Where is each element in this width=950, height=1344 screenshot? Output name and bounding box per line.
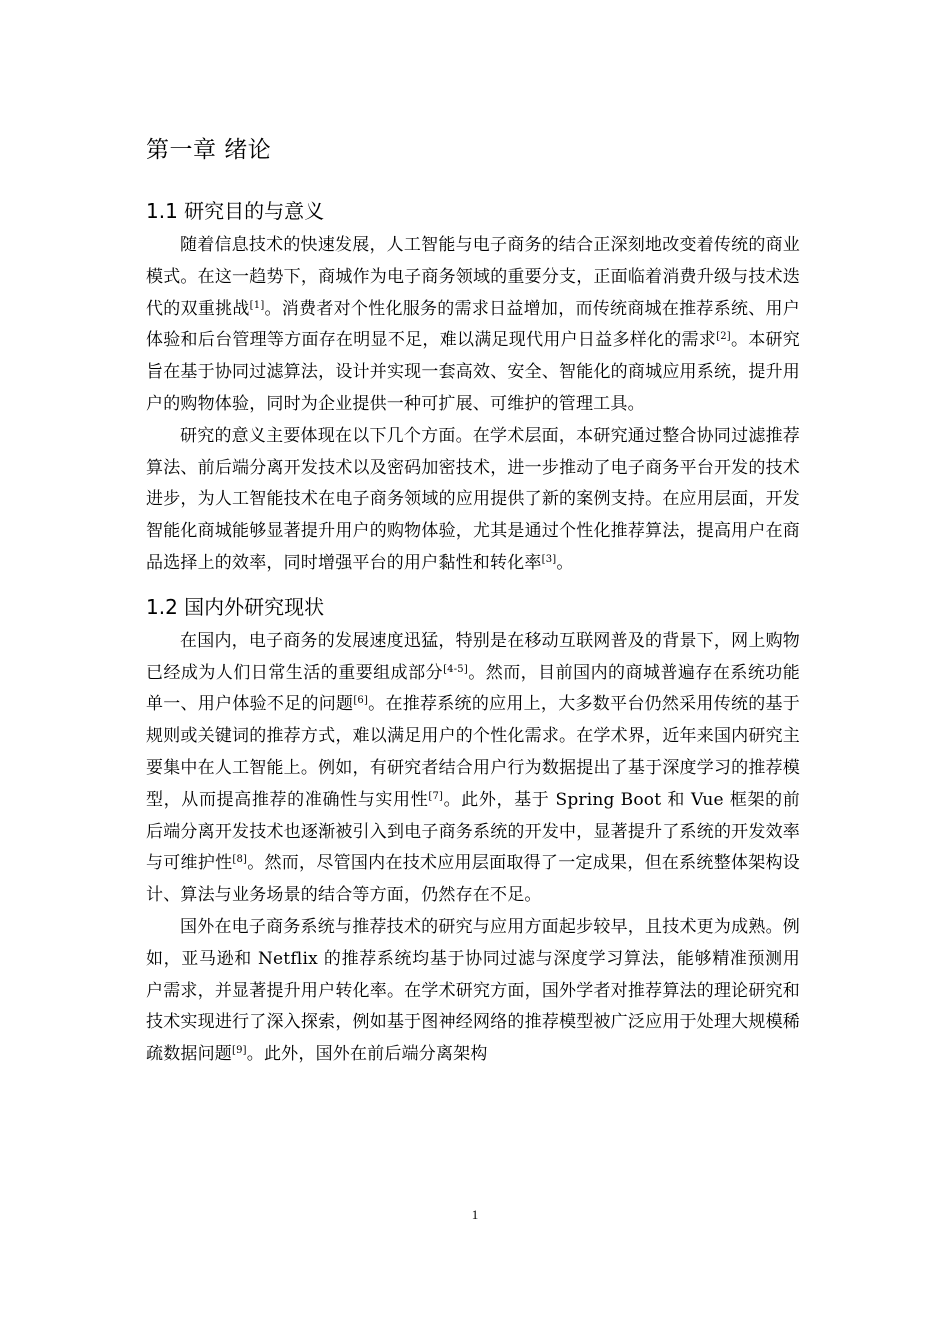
citation-ref: [2] [716, 331, 731, 343]
paragraph-purpose [146, 230, 800, 421]
text-run: 。 [556, 552, 574, 573]
paragraph-foreign-research [146, 912, 800, 1071]
page-number: 1 [471, 1207, 479, 1222]
text-run: 。然而，目前国内的商城普遍存在系统功能单一、用户体验不足的问题 [146, 662, 800, 715]
text-run: 在国内，电子商务的发展速度迅猛，特别是在移动互联网普及的背景下，网上购物已经成为人们日常生活的重要组成部分 [146, 630, 800, 683]
section-heading-1-2: 1.2 国内外研究现状 [146, 594, 325, 619]
citation-ref: [8] [232, 854, 248, 866]
section-heading-1-1: 1.1 研究目的与意义 [146, 199, 325, 223]
text-run: 。在推荐系统的应用上，大多数平台仍然采用传统的基于规则或关键词的推荐方式，难以满足用户的个性化需求。在学术界，近年来国内研究主要集中在人工智能上。例如，有研究者结合用户行为数据提出了基于深度学习的推荐模型，从而提高推荐的准确性与实用性 [146, 694, 801, 810]
text-run: 随着信息技术的快速发展，人工智能与电子商务的结合正深刻地改变着传统的商业模式。在这一趋势下，商城作为电子商务领域的重要分支，正面临着消费升级与技术迭代的双重挑战 [146, 235, 800, 319]
page-content [146, 128, 800, 1071]
paragraph-domestic-research [146, 626, 800, 912]
text-run: 。消费者对个性化服务的需求日益增加，而传统商城在推荐系统、用户体验和后台管理等方面存在明显不足，难以满足现代用户日益多样化的需求 [146, 298, 801, 351]
text-run: 研究的意义主要体现在以下几个方面。在学术层面，本研究通过整合协同过滤推荐算法、前后端分离开发技术以及密码加密技术，进一步推动了电子商务平台开发的技术进步，为人工智能技术在电子商务领域的应用提供了新的案例支持。在应用层面，开发智能化商城能够显著提升用户的购物体验，尤其是通过个性化推荐算法，提高用户在商品选择上的效率，同时增强平台的用户黏性和转化率 [146, 425, 800, 573]
paragraph-significance [146, 421, 800, 580]
citation-ref: [4-5] [443, 663, 468, 675]
citation-ref: [9] [232, 1045, 247, 1057]
text-run: 。然而，尽管国内在技术应用层面取得了一定成果，但在系统整体架构设计、算法与业务场景的结合等方面，仍然存在不足。 [146, 853, 801, 906]
text-run: 。本研究旨在基于协同过滤算法，设计并实现一套高效、安全、智能化的商城应用系统，提升用户的购物体验，同时为企业提供一种可扩展、可维护的管理工具。 [146, 330, 800, 414]
text-run: 国外在电子商务系统与推荐技术的研究与应用方面起步较早，且技术更为成熟。例如，亚马逊和 Netflix 的推荐系统均基于协同过滤与深度学习算法，能够精准预测用户需求，并显著提升用户转化率。在学术研究方面，国外学者对推荐算法的理论研究和技术实现进行了深入探索，例如基于图神经网络的推荐模型被广泛应用于处理大规模稀疏数据问题 [146, 916, 800, 1065]
citation-ref: [1] [249, 299, 265, 311]
citation-ref: [6] [353, 695, 369, 707]
text-run: 。此外，基于 Spring Boot 和 Vue 框架的前后端分离开发技术也逐渐被引入到电子商务系统的开发中，显著提升了系统的开发效率与可维护性 [146, 789, 801, 874]
chapter-title: 第一章 绪论 [146, 137, 272, 163]
text-run: 。此外，国外在前后端分离架构 [246, 1044, 488, 1065]
citation-ref: [3] [541, 553, 557, 565]
citation-ref: [7] [428, 790, 444, 802]
